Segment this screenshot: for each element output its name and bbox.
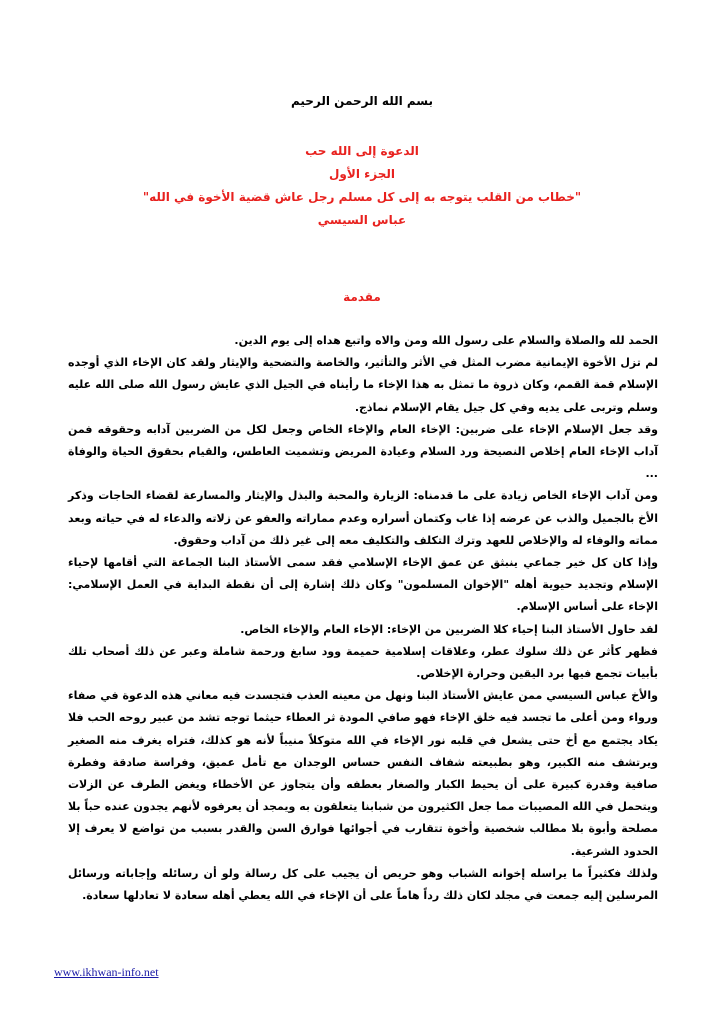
subtitle: "خطاب من القلب يتوجه به إلى كل مسلم رجل عاش قضية الأخوة في الله"	[142, 190, 582, 204]
footer-link[interactable]: www.ikhwan-info.net	[54, 965, 159, 979]
body-text	[68, 330, 658, 907]
paragraph: لقد حاول الأستاذ البنا إحياء كلا الضربين من الإخاء: الإخاء العام والإخاء الخاص.	[240, 622, 658, 636]
series-title: الدعوة إلى الله حب	[305, 144, 419, 158]
paragraph: الحمد لله والصلاة والسلام على رسول الله ومن والاه واتبع هداه إلى يوم الدين.	[234, 334, 658, 347]
part-label: الجزء الأول	[329, 167, 395, 181]
basmala: بسم الله الرحمن الرحيم	[290, 94, 434, 108]
paragraph: لم تزل الأخوة الإيمانية مضرب المثل في الأثر والتأثير، والخاصة والتضحية والإيثار ولقد كان الإخاء الذي أوجده الإسلام قمة القمم، وكان ذروة ما تمثل به هذا الإخاء ما رأيناه في الجيل الذي عايش رسول الله صلى الله عليه وسلم وتربى على يديه وفي كل جيل يقام الإسلام نماذج.	[68, 356, 658, 414]
paragraph: ولذلك فكثيراً ما يراسله إخوانه الشباب وهو حريص أن يجيب على كل رسالة ولو أن رسائله وإجاباته ورسائل المرسلين إليه جمعت في مجلد لكان ذلك رداً هاماً على أن الإخاء في الله يعطي أهله سعادة لا تعادلها سعادة.	[68, 866, 658, 903]
paragraph: ومن آداب الإخاء الخاص زيادة على ما قدمناه: الزيارة والمحبة والبذل والإيثار والمسارعة لقضاء الحاجات وذكر الأخ بالجميل والذب عن عرضه إذا غاب وكتمان أسراره وعدم مماراته والعفو عن زلاته والدعاء له في حياته وبعد مماته والوفاء له والإخلاص للعهد وترك التكلف والتكليف معه إلى غير ذلك من آداب وحقوق.	[68, 489, 658, 547]
paragraph: والأخ عباس السيسي ممن عايش الأستاذ البنا ونهل من معينه العذب فتجسدت فيه معاني هذه الدعوة في صفاء ورواء ومن أعلى ما تجسد فيه خلق الإخاء فهو صافي المودة ثر العطاء حيثما توجه تشد من عبير روحه الحب فلا يكاد يجتمع مع أخ حتى يشعل في قلبه نور الإخاء في الله متوكلاً منيباً لأنه هو كذلك، فتراه يغرف منه الصغير ويرتشف منه الكبير، وهو بطبيعته شفاف النفس حساس الوجدان مع تأمل عميق، وفراسة صادقة وفطرة صافية وقدرة كبيرة على أن يحيط الكبار والصغار بعطفه وأن يتجاوز عن الأخطاء ويغض الطرف عن الزلات ويتحمل في الله المصيبات مما جعل الكثيرون من شبابنا يتعلقون به ويمجد أن يعرفوه لأنهم يجدون عنده حباً بلا مصلحة وأبوة بلا مطالب شخصية وأخوة تتقارب في أجوائها فوارق السن والقدر بسبب من تواضع لا يعرف إلا الحدود الشرعية.	[68, 689, 658, 858]
section-title: مقدمة	[343, 290, 381, 304]
paragraph: وإذا كان كل خير جماعي ينبثق عن عمق الإخاء الإسلامي فقد سمى الأستاذ البنا الجماعة التي أقامها لإحياء الإسلام وتجديد حيوية أهله "الإخوان المسلمون" وكان ذلك إشارة إلى أن نقطة البداية في العمل الإسلامي: الإخاء على أساس الإسلام.	[68, 556, 658, 614]
paragraph: وقد جعل الإسلام الإخاء على ضربين: الإخاء العام والإخاء الخاص وجعل لكل من الضربين آدابه وحقوقه فمن آداب الإخاء العام إخلاص النصيحة ورد السلام وعيادة المريض وتشميت العاطس، والقيام بحقوق الحياة والوفاة ...	[68, 422, 658, 481]
paragraph: فظهر كأثر عن ذلك سلوك عطر، وعلاقات إسلامية حميمة وود سابغ ورحمة شاملة وعبر عن ذلك أصحاب تلك بأبيات تجمع فيها برد اليقين وحرارة الإخلاص.	[68, 644, 658, 681]
author-name: عباس السيسي	[317, 213, 407, 227]
